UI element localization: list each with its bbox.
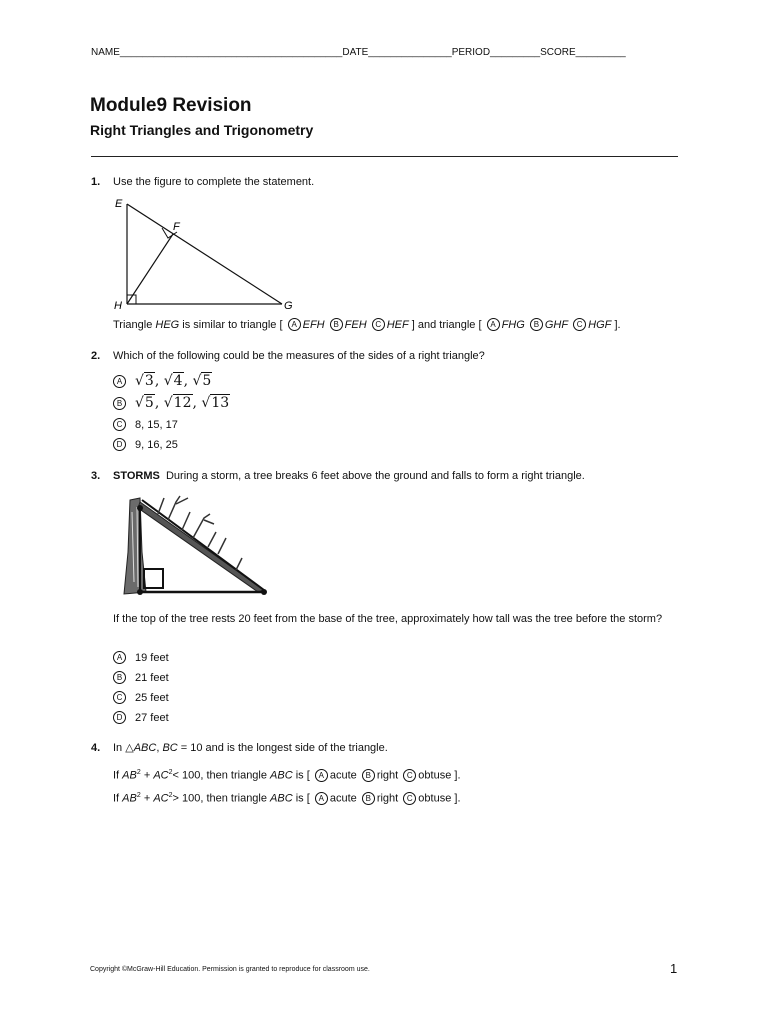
q1-choice1-a: EFH (302, 319, 325, 331)
choice-c-icon[interactable]: C (573, 318, 586, 331)
q4-line1: If $AB^2 + AC^2< 100$, then triangle ABC is [ A acute B right C obtuse ]. (113, 769, 461, 782)
side-eg (127, 204, 282, 304)
q4-line2: If $AB^2 + AC^2> 100$, then triangle ABC is [ A acute B right C obtuse ]. (113, 792, 461, 805)
label-h: H (114, 300, 122, 312)
choice-a-icon[interactable]: A (113, 375, 126, 388)
choice-a-icon[interactable]: A (315, 792, 328, 805)
title-divider (91, 156, 678, 157)
q2-number: 2. (91, 350, 101, 362)
q2-option-b[interactable]: B √5, √12, √13 (113, 395, 230, 411)
choice-a-icon[interactable]: A (113, 651, 126, 664)
choice-a-icon[interactable]: A (487, 318, 500, 331)
q4-number: 4. (91, 742, 101, 754)
choice-c-icon[interactable]: C (403, 769, 416, 782)
q3-option-c[interactable]: C 25 feet (113, 691, 169, 704)
q1-choice2-a: FHG (501, 319, 525, 331)
page-subtitle: Right Triangles and Trigonometry (90, 122, 314, 138)
q1-choice2-c: HGF (588, 319, 612, 331)
q3-question: If the top of the tree rests 20 feet from the base of the tree, approximately how tall was the tree before the storm? (113, 613, 663, 625)
choice-c-icon[interactable]: C (113, 418, 126, 431)
q2-option-a[interactable]: A √3, √4, √5 (113, 373, 212, 389)
q3-option-d[interactable]: D 27 feet (113, 711, 169, 724)
choice-b-icon[interactable]: B (362, 769, 375, 782)
choice-c-icon[interactable]: C (403, 792, 416, 805)
choice-d-icon[interactable]: D (113, 438, 126, 451)
q1-statement: Triangle HEG is similar to triangle [ A EFH B FEH C HEF ] and triangle [ A FHG B GHF C HGF ]. (113, 319, 621, 331)
q1-choice1-c: HEF (386, 319, 409, 331)
choice-c-icon[interactable]: C (113, 691, 126, 704)
right-angle-mark (144, 569, 163, 588)
q1-choice1-b: FEH (344, 319, 367, 331)
q4-text: In △ABC, BC = 10 and is the longest side of the triangle. (113, 742, 388, 754)
tree-trunk (124, 498, 146, 594)
q2-text: Which of the following could be the measures of the sides of a right triangle? (113, 350, 485, 362)
choice-d-icon[interactable]: D (113, 711, 126, 724)
choice-c-icon[interactable]: C (372, 318, 385, 331)
name-date-header: NAME________________________________________DATE_______________PERIOD_________SCORE_________ (91, 47, 626, 58)
q2-option-d[interactable]: D 9, 16, 25 (113, 438, 178, 451)
q3-option-a[interactable]: A 19 feet (113, 651, 169, 664)
q2-option-c[interactable]: C 8, 15, 17 (113, 418, 178, 431)
choice-a-icon[interactable]: A (315, 769, 328, 782)
choice-b-icon[interactable]: B (113, 397, 126, 410)
label-f: F (173, 221, 180, 233)
tree-illustration (118, 492, 268, 600)
page-number: 1 (670, 961, 678, 976)
altitude-hf (127, 234, 173, 304)
choice-b-icon[interactable]: B (113, 671, 126, 684)
page-title: Module9 Revision (90, 95, 252, 116)
q1-text: Use the figure to complete the statement. (113, 176, 315, 188)
fallen-trunk (138, 502, 264, 592)
q1-triangle-figure (108, 192, 308, 314)
choice-b-icon[interactable]: B (362, 792, 375, 805)
q1-choice2-b: GHF (544, 319, 569, 331)
label-g: G (284, 300, 293, 312)
q3-option-b[interactable]: B 21 feet (113, 671, 169, 684)
choice-b-icon[interactable]: B (330, 318, 343, 331)
choice-b-icon[interactable]: B (530, 318, 543, 331)
q3-label: STORMS (113, 470, 160, 482)
label-e: E (115, 198, 123, 210)
choice-a-icon[interactable]: A (288, 318, 301, 331)
q3-text: STORMS During a storm, a tree breaks 6 feet above the ground and falls to form a right triangle. (113, 470, 585, 482)
q3-number: 3. (91, 470, 101, 482)
q1-number: 1. (91, 176, 101, 188)
branches (158, 496, 242, 570)
copyright-notice: Copyright ©McGraw-Hill Education. Permission is granted to reproduce for classroom use. (90, 966, 370, 973)
